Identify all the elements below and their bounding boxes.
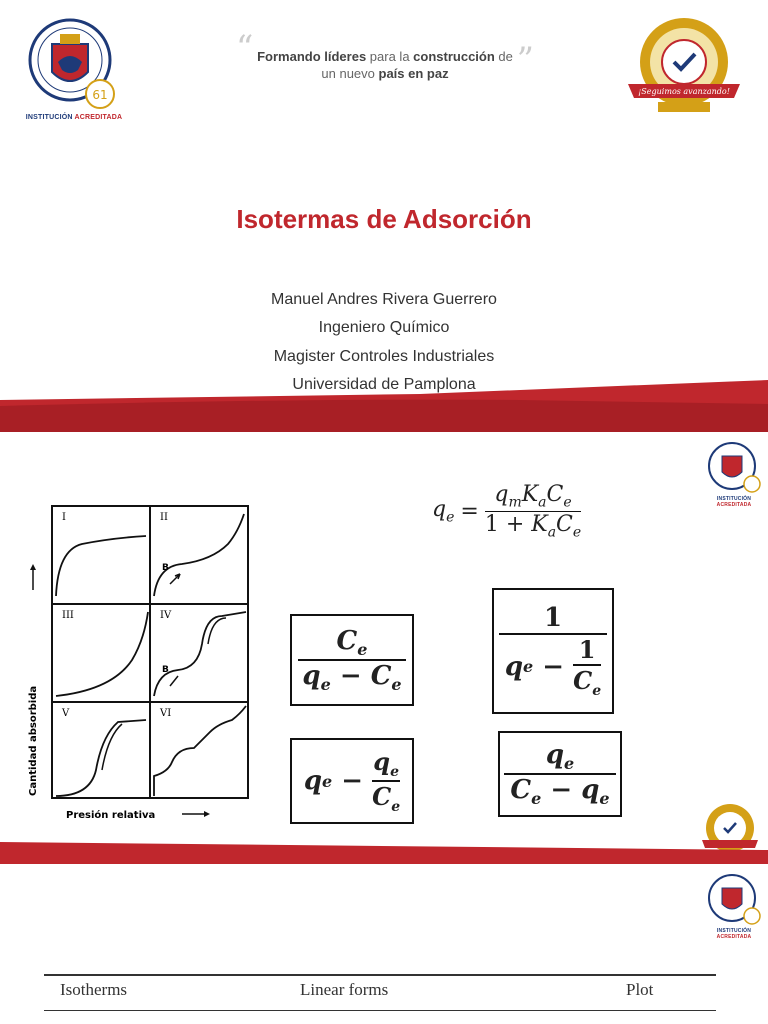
university-shield-icon xyxy=(704,872,764,928)
point-b-label: B xyxy=(162,563,169,573)
x-axis-label: Presión relativa xyxy=(66,810,156,821)
isotherm-types-diagram xyxy=(22,500,262,824)
institution-label: INSTITUCIÓN ACREDITADA xyxy=(25,114,123,121)
table-header-plot: Plot xyxy=(626,980,654,999)
institution-label: INSTITUCIÓN ACREDITADA xyxy=(716,496,752,508)
university-logo-small xyxy=(704,872,764,940)
panel-label-iv: IV xyxy=(160,610,172,621)
motto: “ Formando líderes para la construcción de un nuevo país en paz ” xyxy=(236,28,534,81)
isotherms-slide xyxy=(0,432,768,864)
panel-label-ii: II xyxy=(160,512,168,523)
author-degree: Magister Controles Industriales xyxy=(273,348,495,365)
isotherm-types-svg xyxy=(22,500,262,824)
linear-form-box-4: $\frac{q_e}{C_e - q_e}$ xyxy=(498,731,622,817)
linear-form-box-3: q e − $\frac{q_e}{C_e}$ xyxy=(290,738,414,824)
svg-text:61: 61 xyxy=(92,88,108,102)
table-header-rule xyxy=(44,1010,716,1011)
footer-wave xyxy=(0,380,768,432)
slide-title: Isotermas de Adsorción xyxy=(236,204,532,234)
quote-open-icon: “ xyxy=(236,28,254,68)
institution-label: INSTITUCIÓN ACREDITADA xyxy=(716,928,752,940)
university-shield-icon xyxy=(24,14,124,114)
quote-close-icon: ” xyxy=(516,40,534,80)
author-profession: Ingeniero Químico xyxy=(318,319,450,336)
panel-label-v: V xyxy=(62,708,70,719)
panel-label-iii: III xyxy=(62,610,74,621)
accreditation-seal xyxy=(624,14,744,126)
y-axis-label: Cantidad absorbida xyxy=(28,685,39,796)
table-top-rule xyxy=(44,974,716,976)
langmuir-equation: $q_e$ = $\frac{q_mK_aC_e}{1 + K_aC_e}$ xyxy=(432,482,582,540)
point-b-label: B xyxy=(162,665,169,675)
title-slide xyxy=(0,0,768,432)
author-university: Universidad de Pamplona xyxy=(292,376,476,393)
linear-form-box-2: 1 q e − $\frac{1}{C_e}$ xyxy=(492,588,614,714)
university-logo xyxy=(24,14,124,124)
author-name: Manuel Andres Rivera Guerrero xyxy=(271,291,497,308)
university-logo-small xyxy=(704,440,764,508)
accreditation-seal-icon xyxy=(624,14,744,126)
linear-forms-slide xyxy=(0,864,768,1024)
table-header-isotherms: Isotherms xyxy=(60,980,128,999)
footer-wave xyxy=(0,840,768,864)
linear-form-box-1: $\frac{C_e}{q_e - C_e}$ xyxy=(290,614,414,706)
panel-label-vi: VI xyxy=(160,708,172,719)
panel-label-i: I xyxy=(62,512,66,523)
svg-text:¡Seguimos avanzando!: ¡Seguimos avanzando! xyxy=(638,87,730,96)
university-shield-icon xyxy=(704,440,764,496)
table-header-linear-forms: Linear forms xyxy=(300,980,389,999)
